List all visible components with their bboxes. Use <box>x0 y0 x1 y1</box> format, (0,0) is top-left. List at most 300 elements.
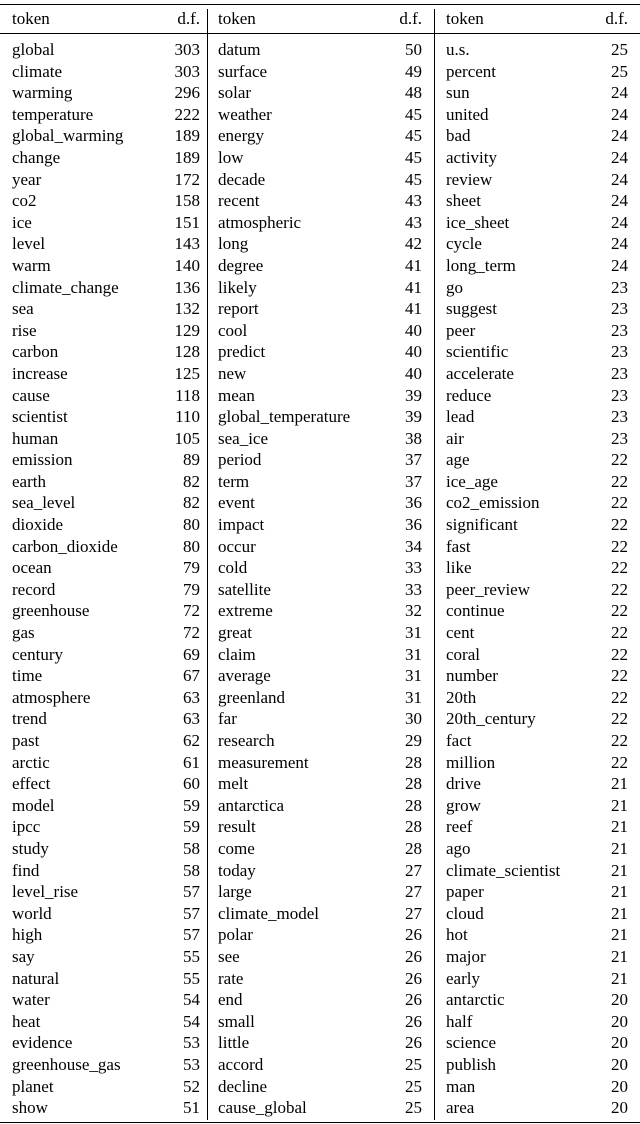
df-header: d.f. <box>399 9 422 28</box>
table-row <box>218 579 422 601</box>
table-row <box>218 924 422 946</box>
table-rows <box>12 39 200 1119</box>
table-column-1 <box>12 5 200 1122</box>
df-cell: 23 <box>611 320 628 340</box>
df-cell: 22 <box>611 579 628 599</box>
token-cell: warm <box>12 255 51 275</box>
df-cell: 23 <box>611 385 628 405</box>
token-cell: review <box>446 169 493 189</box>
df-cell: 26 <box>405 1033 422 1053</box>
df-cell: 25 <box>405 1098 422 1118</box>
table-row <box>12 471 200 493</box>
df-cell: 53 <box>183 1033 200 1053</box>
table-row <box>12 449 200 471</box>
df-cell: 59 <box>183 795 200 815</box>
token-cell: change <box>12 147 61 167</box>
table-row <box>218 428 422 450</box>
token-cell: long_term <box>446 255 516 275</box>
df-cell: 23 <box>611 407 628 427</box>
token-cell: man <box>446 1076 476 1096</box>
token-cell: 20th <box>446 687 477 707</box>
df-cell: 118 <box>175 385 200 405</box>
table-row <box>218 1097 422 1119</box>
df-cell: 82 <box>183 471 200 491</box>
token-cell: little <box>218 1033 250 1053</box>
df-cell: 22 <box>611 601 628 621</box>
token-cell: human <box>12 428 59 448</box>
token-cell: past <box>12 731 40 750</box>
token-cell: time <box>12 666 43 686</box>
df-cell: 34 <box>405 536 422 556</box>
df-cell: 54 <box>183 990 200 1010</box>
table-row <box>218 622 422 644</box>
table-row <box>12 557 200 579</box>
token-cell: polar <box>218 925 253 945</box>
table-row <box>218 82 422 104</box>
df-cell: 39 <box>405 385 422 405</box>
df-cell: 48 <box>405 83 422 103</box>
table-row <box>12 924 200 946</box>
df-cell: 29 <box>405 731 422 750</box>
token-cell: climate <box>12 61 63 81</box>
df-cell: 303 <box>174 61 200 81</box>
token-cell: cloud <box>446 903 484 923</box>
df-cell: 22 <box>611 687 628 707</box>
table-row <box>12 492 200 514</box>
table-row <box>12 989 200 1011</box>
df-cell: 27 <box>405 903 422 923</box>
df-cell: 41 <box>405 255 422 275</box>
token-cell: accord <box>218 1054 264 1074</box>
token-cell: like <box>446 558 472 578</box>
table-row <box>446 752 628 774</box>
df-cell: 20 <box>611 1076 628 1096</box>
df-cell: 25 <box>611 61 628 81</box>
token-cell: year <box>12 169 42 189</box>
token-cell: paper <box>446 882 484 902</box>
df-cell: 23 <box>611 299 628 319</box>
column-divider <box>434 9 435 1120</box>
token-cell: go <box>446 277 463 297</box>
df-header: d.f. <box>605 9 628 28</box>
table-row <box>12 579 200 601</box>
table-row <box>218 773 422 795</box>
df-cell: 31 <box>405 623 422 643</box>
token-cell: cent <box>446 623 475 643</box>
df-cell: 20 <box>611 1098 628 1118</box>
token-cell: study <box>12 838 49 858</box>
df-cell: 52 <box>183 1076 200 1096</box>
df-cell: 45 <box>405 147 422 167</box>
table-row <box>446 61 628 83</box>
token-cell: ago <box>446 838 471 858</box>
df-cell: 24 <box>611 255 628 275</box>
token-cell: ice <box>12 212 32 232</box>
token-cell: today <box>218 860 256 880</box>
df-cell: 79 <box>183 558 200 578</box>
table-row <box>218 1054 422 1076</box>
token-cell: co2_emission <box>446 493 540 513</box>
df-cell: 158 <box>174 191 200 211</box>
token-cell: drive <box>446 774 481 794</box>
df-cell: 25 <box>405 1076 422 1096</box>
token-cell: coral <box>446 644 480 664</box>
token-cell: arctic <box>12 752 50 772</box>
df-cell: 136 <box>174 277 200 297</box>
df-cell: 22 <box>611 558 628 578</box>
table-row <box>446 233 628 255</box>
token-header: token <box>12 9 50 28</box>
token-cell: level_rise <box>12 882 79 902</box>
table-row <box>12 104 200 126</box>
df-cell: 132 <box>174 299 200 319</box>
df-cell: 55 <box>183 968 200 988</box>
table-row <box>12 1011 200 1033</box>
token-cell: sea_level <box>12 493 76 513</box>
token-cell: see <box>218 946 240 966</box>
df-cell: 21 <box>611 925 628 945</box>
table-row <box>446 147 628 169</box>
df-cell: 33 <box>405 579 422 599</box>
df-cell: 61 <box>183 752 200 772</box>
df-cell: 58 <box>183 860 200 880</box>
token-cell: 20th_century <box>446 709 536 729</box>
token-cell: carbon <box>12 342 59 362</box>
df-cell: 22 <box>611 752 628 772</box>
df-cell: 21 <box>611 795 628 815</box>
table-row <box>218 838 422 860</box>
token-cell: result <box>218 817 256 837</box>
token-cell: research <box>218 731 275 750</box>
df-cell: 21 <box>611 968 628 988</box>
token-cell: effect <box>12 774 51 794</box>
df-cell: 63 <box>183 687 200 707</box>
table-row <box>446 838 628 860</box>
token-cell: sea <box>12 299 34 319</box>
df-cell: 22 <box>611 536 628 556</box>
df-cell: 189 <box>174 147 200 167</box>
token-cell: emission <box>12 450 73 470</box>
table-row <box>218 406 422 428</box>
token-cell: grow <box>446 795 481 815</box>
df-cell: 45 <box>405 104 422 124</box>
df-cell: 22 <box>611 450 628 470</box>
token-cell: ice_age <box>446 471 498 491</box>
token-cell: fast <box>446 536 471 556</box>
token-cell: heat <box>12 1011 41 1031</box>
table-row <box>218 341 422 363</box>
table-row <box>218 298 422 320</box>
df-cell: 89 <box>183 450 200 470</box>
token-df-table <box>0 4 640 1123</box>
table-row <box>446 816 628 838</box>
df-cell: 41 <box>405 299 422 319</box>
table-row <box>446 298 628 320</box>
table-row <box>446 212 628 234</box>
token-cell: mean <box>218 385 255 405</box>
token-cell: natural <box>12 968 60 988</box>
df-cell: 69 <box>183 644 200 664</box>
table-row <box>446 536 628 558</box>
df-cell: 20 <box>611 990 628 1010</box>
table-row <box>446 428 628 450</box>
token-cell: come <box>218 838 255 858</box>
token-cell: suggest <box>446 299 497 319</box>
df-cell: 57 <box>183 925 200 945</box>
table-row <box>218 687 422 709</box>
df-cell: 30 <box>405 709 422 729</box>
df-cell: 53 <box>183 1054 200 1074</box>
table-row <box>12 752 200 774</box>
df-cell: 51 <box>183 1098 200 1118</box>
table-row <box>218 557 422 579</box>
table-row <box>12 406 200 428</box>
token-cell: co2 <box>12 191 37 211</box>
table-row <box>12 1076 200 1098</box>
table-row <box>218 752 422 774</box>
df-cell: 222 <box>174 104 200 124</box>
table-row <box>12 600 200 622</box>
token-cell: million <box>446 752 496 772</box>
df-cell: 23 <box>611 342 628 362</box>
token-cell: greenhouse_gas <box>12 1054 121 1074</box>
df-cell: 54 <box>183 1011 200 1031</box>
token-cell: percent <box>446 61 497 81</box>
token-cell: show <box>12 1098 48 1118</box>
token-cell: global_temperature <box>218 407 351 427</box>
df-cell: 62 <box>183 731 200 750</box>
df-cell: 20 <box>611 1054 628 1074</box>
table-row <box>446 665 628 687</box>
df-cell: 26 <box>405 946 422 966</box>
token-cell: temperature <box>12 104 94 124</box>
df-cell: 55 <box>183 946 200 966</box>
table-row <box>446 687 628 709</box>
table-row <box>12 730 200 752</box>
df-cell: 49 <box>405 61 422 81</box>
df-cell: 26 <box>405 990 422 1010</box>
table-row <box>12 341 200 363</box>
df-cell: 24 <box>611 234 628 254</box>
df-cell: 40 <box>405 342 422 362</box>
df-cell: 33 <box>405 558 422 578</box>
table-row <box>12 233 200 255</box>
df-cell: 24 <box>611 83 628 103</box>
df-cell: 189 <box>174 126 200 146</box>
df-cell: 23 <box>611 363 628 383</box>
token-cell: publish <box>446 1054 497 1074</box>
df-cell: 58 <box>183 838 200 858</box>
table-row <box>446 104 628 126</box>
df-cell: 21 <box>611 946 628 966</box>
df-cell: 24 <box>611 191 628 211</box>
df-cell: 31 <box>405 687 422 707</box>
table-row <box>12 860 200 882</box>
token-cell: ocean <box>12 558 52 578</box>
df-cell: 20 <box>611 1011 628 1031</box>
df-cell: 37 <box>405 450 422 470</box>
df-cell: 28 <box>405 838 422 858</box>
table-row <box>446 860 628 882</box>
token-cell: impact <box>218 515 265 535</box>
table-row <box>218 147 422 169</box>
table-row <box>12 1097 200 1119</box>
df-cell: 28 <box>405 795 422 815</box>
table-row <box>218 989 422 1011</box>
column-divider <box>207 9 208 1120</box>
token-cell: record <box>12 579 56 599</box>
token-cell: cause <box>12 385 50 405</box>
token-cell: century <box>12 644 63 664</box>
table-row <box>218 536 422 558</box>
token-cell: area <box>446 1098 475 1118</box>
df-cell: 105 <box>174 428 200 448</box>
table-row <box>446 471 628 493</box>
table-row <box>218 514 422 536</box>
token-cell: peer <box>446 320 476 340</box>
table-row <box>446 924 628 946</box>
token-cell: dioxide <box>12 515 63 535</box>
df-cell: 24 <box>611 126 628 146</box>
token-cell: lead <box>446 407 475 427</box>
table-row <box>446 406 628 428</box>
token-cell: solar <box>218 83 252 103</box>
df-cell: 21 <box>611 903 628 923</box>
table-row <box>218 233 422 255</box>
df-cell: 296 <box>174 83 200 103</box>
table-row <box>446 341 628 363</box>
token-cell: low <box>218 147 244 167</box>
table-column-3 <box>446 5 628 1122</box>
table-row <box>218 169 422 191</box>
df-cell: 40 <box>405 320 422 340</box>
table-row <box>218 968 422 990</box>
token-cell: predict <box>218 342 266 362</box>
token-header: token <box>446 9 484 28</box>
token-cell: satellite <box>218 579 271 599</box>
table-row <box>446 881 628 903</box>
token-cell: bad <box>446 126 471 146</box>
token-cell: rise <box>12 320 37 340</box>
table-row <box>446 1032 628 1054</box>
token-cell: report <box>218 299 259 319</box>
df-cell: 39 <box>405 407 422 427</box>
df-cell: 22 <box>611 515 628 535</box>
token-cell: number <box>446 666 498 686</box>
table-row <box>12 687 200 709</box>
token-cell: peer_review <box>446 579 531 599</box>
table-row <box>12 125 200 147</box>
table-row <box>12 190 200 212</box>
table-row <box>218 881 422 903</box>
table-row <box>446 989 628 1011</box>
df-cell: 57 <box>183 882 200 902</box>
token-cell: reduce <box>446 385 492 405</box>
table-row <box>218 795 422 817</box>
token-cell: measurement <box>218 752 309 772</box>
df-cell: 22 <box>611 644 628 664</box>
token-cell: say <box>12 946 35 966</box>
token-cell: period <box>218 450 262 470</box>
table-row <box>218 277 422 299</box>
table-row <box>218 1032 422 1054</box>
table-row <box>12 968 200 990</box>
token-cell: small <box>218 1011 255 1031</box>
df-cell: 60 <box>183 774 200 794</box>
table-row <box>12 277 200 299</box>
table-row <box>218 600 422 622</box>
token-cell: occur <box>218 536 256 556</box>
token-cell: greenland <box>218 687 286 707</box>
df-cell: 28 <box>405 774 422 794</box>
df-cell: 27 <box>405 860 422 880</box>
table-row <box>218 860 422 882</box>
token-cell: evidence <box>12 1033 73 1053</box>
table-row <box>12 428 200 450</box>
table-row <box>12 61 200 83</box>
table-row <box>446 255 628 277</box>
token-cell: new <box>218 363 247 383</box>
token-cell: extreme <box>218 601 273 621</box>
table-row <box>12 665 200 687</box>
table-row <box>218 946 422 968</box>
token-cell: accelerate <box>446 363 514 383</box>
token-cell: cycle <box>446 234 482 254</box>
table-row <box>12 622 200 644</box>
df-cell: 25 <box>405 1054 422 1074</box>
table-row <box>446 622 628 644</box>
token-cell: greenhouse <box>12 601 90 621</box>
df-cell: 22 <box>611 666 628 686</box>
token-cell: air <box>446 428 464 448</box>
table-row <box>218 816 422 838</box>
df-cell: 43 <box>405 212 422 232</box>
token-cell: trend <box>12 709 47 729</box>
table-row <box>218 212 422 234</box>
table-row <box>12 881 200 903</box>
table-row <box>218 730 422 752</box>
table-row <box>446 39 628 61</box>
df-cell: 38 <box>405 428 422 448</box>
token-cell: cold <box>218 558 248 578</box>
df-cell: 24 <box>611 212 628 232</box>
token-cell: end <box>218 990 243 1010</box>
table-row <box>12 39 200 61</box>
table-row <box>218 492 422 514</box>
table-row <box>12 838 200 860</box>
table-row <box>12 644 200 666</box>
table-row <box>12 536 200 558</box>
table-row <box>218 104 422 126</box>
table-row <box>446 82 628 104</box>
token-cell: significant <box>446 515 518 535</box>
table-row <box>446 644 628 666</box>
table-row <box>446 1011 628 1033</box>
token-cell: large <box>218 882 252 902</box>
df-cell: 24 <box>611 104 628 124</box>
table-row <box>218 644 422 666</box>
table-row <box>12 1032 200 1054</box>
token-cell: decade <box>218 169 266 189</box>
token-cell: united <box>446 104 489 124</box>
table-rows <box>218 39 422 1119</box>
df-cell: 50 <box>405 40 422 59</box>
df-cell: 72 <box>183 601 200 621</box>
token-cell: early <box>446 968 480 988</box>
table-row <box>218 385 422 407</box>
table-row <box>446 773 628 795</box>
table-row <box>446 277 628 299</box>
